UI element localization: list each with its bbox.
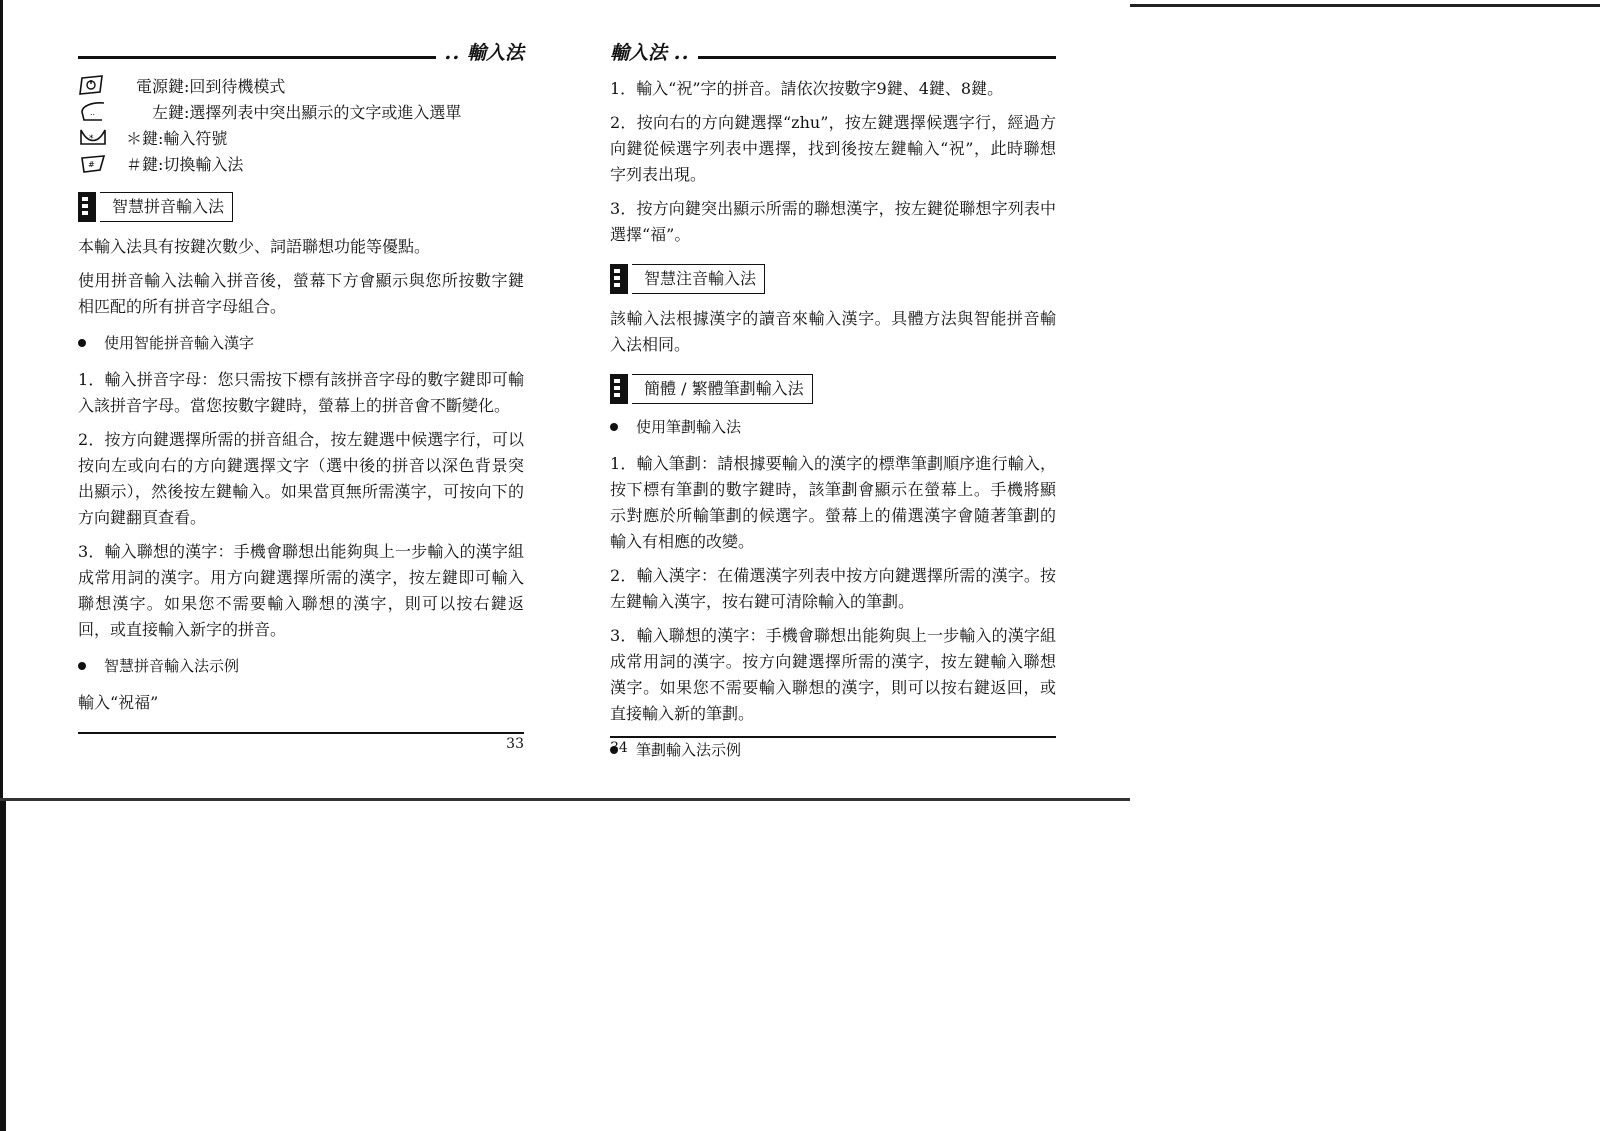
hash-key-icon bbox=[78, 152, 108, 174]
bullet-text: 使用智能拼音輸入漢字 bbox=[104, 334, 255, 352]
header-dots: .. bbox=[673, 40, 690, 64]
svg-text:..: .. bbox=[90, 108, 96, 117]
bullet-text: 智慧拼音輸入法示例 bbox=[104, 657, 240, 675]
step-paragraph: 1．輸入“祝”字的拼音。請依次按數字9鍵、4鍵、8鍵。 bbox=[610, 79, 1004, 98]
step-paragraph: 2．按方向鍵選擇所需的拼音組合，按左鍵選中候選字行，可以按向左或向右的方向鍵選擇文字（選中後的拼音以深色背景突出顯示），然後按左鍵輸入。如果當頁無所需漢字，可按向下的方向鍵翻頁查看。 bbox=[78, 430, 524, 527]
paragraph: 該輸入法根據漢字的讀音來輸入漢字。具體方法與智能拼音輸入法相同。 bbox=[610, 309, 1056, 354]
section-marker bbox=[78, 192, 96, 222]
key-desc: 左鍵:選擇列表中突出顯示的文字或進入選單 bbox=[152, 102, 462, 122]
step-paragraph: 3．輸入聯想的漢字：手機會聯想出能夠與上一步輸入的漢字組成常用詞的漢字。按方向鍵選擇所需的漢字，按左鍵輸入聯想漢字。如果您不需要輸入聯想的漢字，則可以按右鍵返回，或直接輸入新的筆劃。 bbox=[610, 626, 1056, 723]
page-number: 33 bbox=[506, 736, 524, 752]
svg-text:#: # bbox=[88, 160, 95, 169]
page-fold-line bbox=[0, 798, 1130, 801]
section-heading bbox=[610, 374, 1056, 404]
page-footer bbox=[610, 736, 1056, 756]
header-rule bbox=[78, 56, 436, 59]
step-paragraph: 3．輸入聯想的漢字：手機會聯想出能夠與上一步輸入的漢字組成常用詞的漢字。用方向鍵選擇所需的漢字，按左鍵即可輸入聯想漢字。如果您不需要輸入聯想的漢字，則可以按右鍵返回，或直接輸入新字的拼音。 bbox=[78, 542, 524, 639]
key-desc: ＊鍵:輸入符號 bbox=[126, 128, 228, 148]
key-legend-row bbox=[78, 124, 524, 150]
key-legend bbox=[78, 72, 524, 176]
section-heading bbox=[610, 264, 1056, 294]
section-marker bbox=[610, 264, 628, 294]
footer-rule bbox=[78, 732, 524, 734]
step-paragraph: 2．按向右的方向鍵選擇“zhu”，按左鍵選擇候選字行，經過方向鍵從候選字列表中選擇，找到後按左鍵輸入“祝”，此時聯想字列表出現。 bbox=[610, 113, 1056, 184]
example-text: 輸入“祝福” bbox=[78, 693, 159, 712]
key-legend-row bbox=[78, 72, 524, 98]
key-desc: ＃鍵:切換輸入法 bbox=[126, 154, 244, 174]
left-softkey-icon bbox=[78, 100, 108, 122]
paragraph: 本輸入法具有按鍵次數少、詞語聯想功能等優點。 bbox=[78, 237, 431, 256]
bullet-dot bbox=[610, 423, 618, 431]
footer-rule bbox=[610, 736, 1056, 738]
right-page bbox=[610, 0, 1056, 780]
step-paragraph: 3．按方向鍵突出顯示所需的聯想漢字，按左鍵從聯想字列表中選擇“福”。 bbox=[610, 199, 1056, 244]
bullet-heading bbox=[610, 416, 1056, 437]
left-page bbox=[78, 0, 524, 780]
power-key-icon bbox=[78, 74, 108, 96]
section-heading bbox=[78, 192, 524, 222]
page-title bbox=[610, 38, 690, 65]
star-key-icon bbox=[78, 126, 108, 148]
page-number: 34 bbox=[610, 740, 628, 756]
section-title: 簡體 / 繁體筆劃輸入法 bbox=[632, 374, 813, 404]
bullet-heading bbox=[78, 332, 524, 353]
right-page-header bbox=[610, 0, 1056, 64]
step-paragraph: 1．輸入拼音字母：您只需按下標有該拼音字母的數字鍵即可輸入該拼音字母。當您按數字鍵時，螢幕上的拼音會不斷變化。 bbox=[78, 370, 524, 415]
header-title-text: 輸入法 bbox=[466, 42, 524, 64]
step-paragraph: 1．輸入筆劃：請根據要輸入的漢字的標準筆劃順序進行輸入，按下標有筆劃的數字鍵時，該筆劃會顯示在螢幕上。手機將顯示對應於所輸筆劃的候選字。螢幕上的備選漢字會隨著筆劃的輸入有相應的改變。 bbox=[610, 454, 1056, 551]
section-marker bbox=[610, 374, 628, 404]
step-paragraph: 2．輸入漢字：在備選漢字列表中按方向鍵選擇所需的漢字。按左鍵輸入漢字，按右鍵可清除輸入的筆劃。 bbox=[610, 566, 1056, 611]
bullet-dot bbox=[78, 339, 86, 347]
bullet-text: 筆劃輸入法示例 bbox=[636, 741, 742, 759]
key-desc: 電源鍵:回到待機模式 bbox=[136, 76, 286, 96]
scan-edge-left-lower bbox=[0, 800, 6, 1131]
scan-edge-top bbox=[1130, 4, 1600, 7]
key-legend-row bbox=[78, 150, 524, 176]
scan-edge-left bbox=[0, 0, 3, 800]
section-title: 智慧注音輸入法 bbox=[632, 264, 765, 294]
header-dots: .. bbox=[444, 40, 461, 64]
svg-text:*.: *. bbox=[89, 134, 97, 144]
header-title-text: 輸入法 bbox=[610, 42, 668, 64]
bullet-dot bbox=[78, 662, 86, 670]
bullet-heading bbox=[78, 655, 524, 676]
paragraph: 使用拼音輸入法輸入拼音後，螢幕下方會顯示與您所按數字鍵相匹配的所有拼音字母組合。 bbox=[78, 271, 524, 316]
key-legend-row bbox=[78, 98, 524, 124]
page-footer bbox=[78, 732, 524, 752]
section-title: 智慧拼音輸入法 bbox=[100, 192, 233, 222]
header-rule bbox=[698, 56, 1056, 59]
left-page-header bbox=[78, 0, 524, 64]
page-title bbox=[444, 38, 524, 65]
bullet-text: 使用筆劃輸入法 bbox=[636, 418, 742, 436]
